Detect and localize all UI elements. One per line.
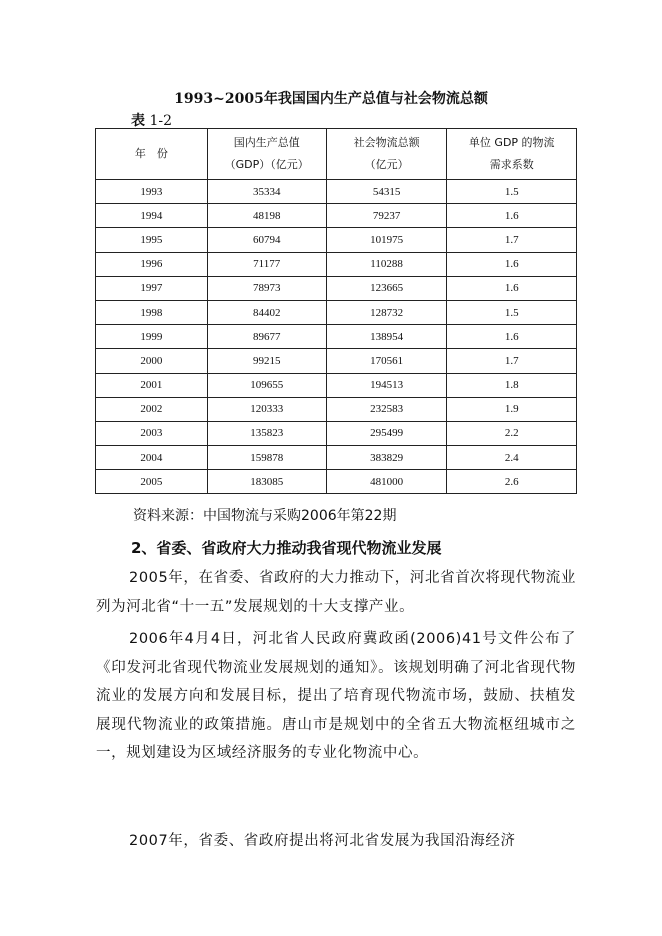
cell-year: 1993 [96,180,208,204]
cell-year: 2001 [96,373,208,397]
header-coefficient-line1: 单位 GDP 的物流 [468,136,555,149]
cell-logistics: 481000 [326,470,447,494]
header-logistics-line2: （亿元） [364,158,409,171]
header-gdp [207,129,326,180]
cell-year: 1998 [96,300,208,324]
cell-coefficient: 1.9 [447,397,577,421]
cell-logistics: 128732 [326,300,447,324]
cell-year: 2003 [96,421,208,445]
cell-year: 2005 [96,470,208,494]
table-title: 1993~2005年我国国内生产总值与社会物流总额 [174,91,488,107]
header-gdp-line1: 国内生产总值 [233,136,300,149]
cell-coefficient: 1.6 [447,325,577,349]
cell-logistics: 54315 [326,180,447,204]
table-label-prefix: 表 [131,113,145,129]
table-row [96,180,577,204]
header-gdp-line2: （GDP）（亿元） [224,158,309,171]
table-row [96,421,577,445]
cell-logistics: 383829 [326,446,447,470]
table-row [96,446,577,470]
header-logistics-line1: 社会物流总额 [353,136,420,149]
header-coefficient-line2: 需求系数 [489,158,534,171]
cell-gdp: 99215 [207,349,326,373]
table-row [96,397,577,421]
cell-coefficient: 1.6 [447,204,577,228]
table-row [96,300,577,324]
table-row [96,325,577,349]
paragraph: 2006年4月4日，河北省人民政府冀政函(2006)41号文件公布了《印发河北省现代物流业发展规划的通知》。该规划明确了河北省现代物流业的发展方向和发展目标，提出了培育现代物流市场，鼓励、扶植发展现代物流业的政策措施。唐山市是规划中的全省五大物流枢纽城市之一，规划建设为区域经济服务的专业化物流中心。 [96,631,576,762]
cell-gdp: 135823 [207,421,326,445]
cell-gdp: 109655 [207,373,326,397]
cell-gdp: 71177 [207,252,326,276]
cell-logistics: 232583 [326,397,447,421]
cell-coefficient: 2.6 [447,470,577,494]
cell-logistics: 295499 [326,421,447,445]
cell-gdp: 48198 [207,204,326,228]
header-year [96,129,208,180]
cell-gdp: 159878 [207,446,326,470]
cell-coefficient: 1.5 [447,300,577,324]
table-row [96,204,577,228]
table-header-row [96,129,577,180]
gdp-logistics-table [95,128,577,494]
cell-logistics: 110288 [326,252,447,276]
cell-coefficient: 1.7 [447,228,577,252]
cell-logistics: 138954 [326,325,447,349]
paragraph: 2005年，在省委、省政府的大力推动下，河北省首次将现代物流业列为河北省“十一五”发展规划的十大支撑产业。 [96,570,576,615]
cell-coefficient: 1.6 [447,252,577,276]
cell-gdp: 35334 [207,180,326,204]
data-source-note: 资料来源：中国物流与采购2006年第22期 [133,508,397,524]
cell-year: 2002 [96,397,208,421]
header-logistics [326,129,447,180]
table-label [131,110,172,130]
cell-gdp: 60794 [207,228,326,252]
cell-year: 1997 [96,276,208,300]
table-row [96,252,577,276]
cell-coefficient: 1.8 [447,373,577,397]
cell-year: 1999 [96,325,208,349]
cell-coefficient: 2.2 [447,421,577,445]
header-coefficient [447,129,577,180]
cell-year: 1995 [96,228,208,252]
cell-gdp: 84402 [207,300,326,324]
table-row [96,349,577,373]
cell-logistics: 79237 [326,204,447,228]
cell-logistics: 101975 [326,228,447,252]
section-heading: 2、省委、省政府大力推动我省现代物流业发展 [131,539,442,557]
header-year-label: 年 份 [134,147,168,160]
cell-year: 2004 [96,446,208,470]
table-row [96,276,577,300]
cell-gdp: 89677 [207,325,326,349]
table-row [96,373,577,397]
table-row [96,470,577,494]
paragraph: 2007年，省委、省政府提出将河北省发展为我国沿海经济 [129,833,516,849]
cell-logistics: 194513 [326,373,447,397]
cell-year: 2000 [96,349,208,373]
cell-coefficient: 2.4 [447,446,577,470]
cell-gdp: 183085 [207,470,326,494]
cell-year: 1994 [96,204,208,228]
cell-coefficient: 1.7 [447,349,577,373]
cell-year: 1996 [96,252,208,276]
table-label-number: 1-2 [149,113,172,129]
cell-logistics: 170561 [326,349,447,373]
cell-gdp: 120333 [207,397,326,421]
table-row [96,228,577,252]
cell-gdp: 78973 [207,276,326,300]
cell-coefficient: 1.5 [447,180,577,204]
cell-coefficient: 1.6 [447,276,577,300]
cell-logistics: 123665 [326,276,447,300]
